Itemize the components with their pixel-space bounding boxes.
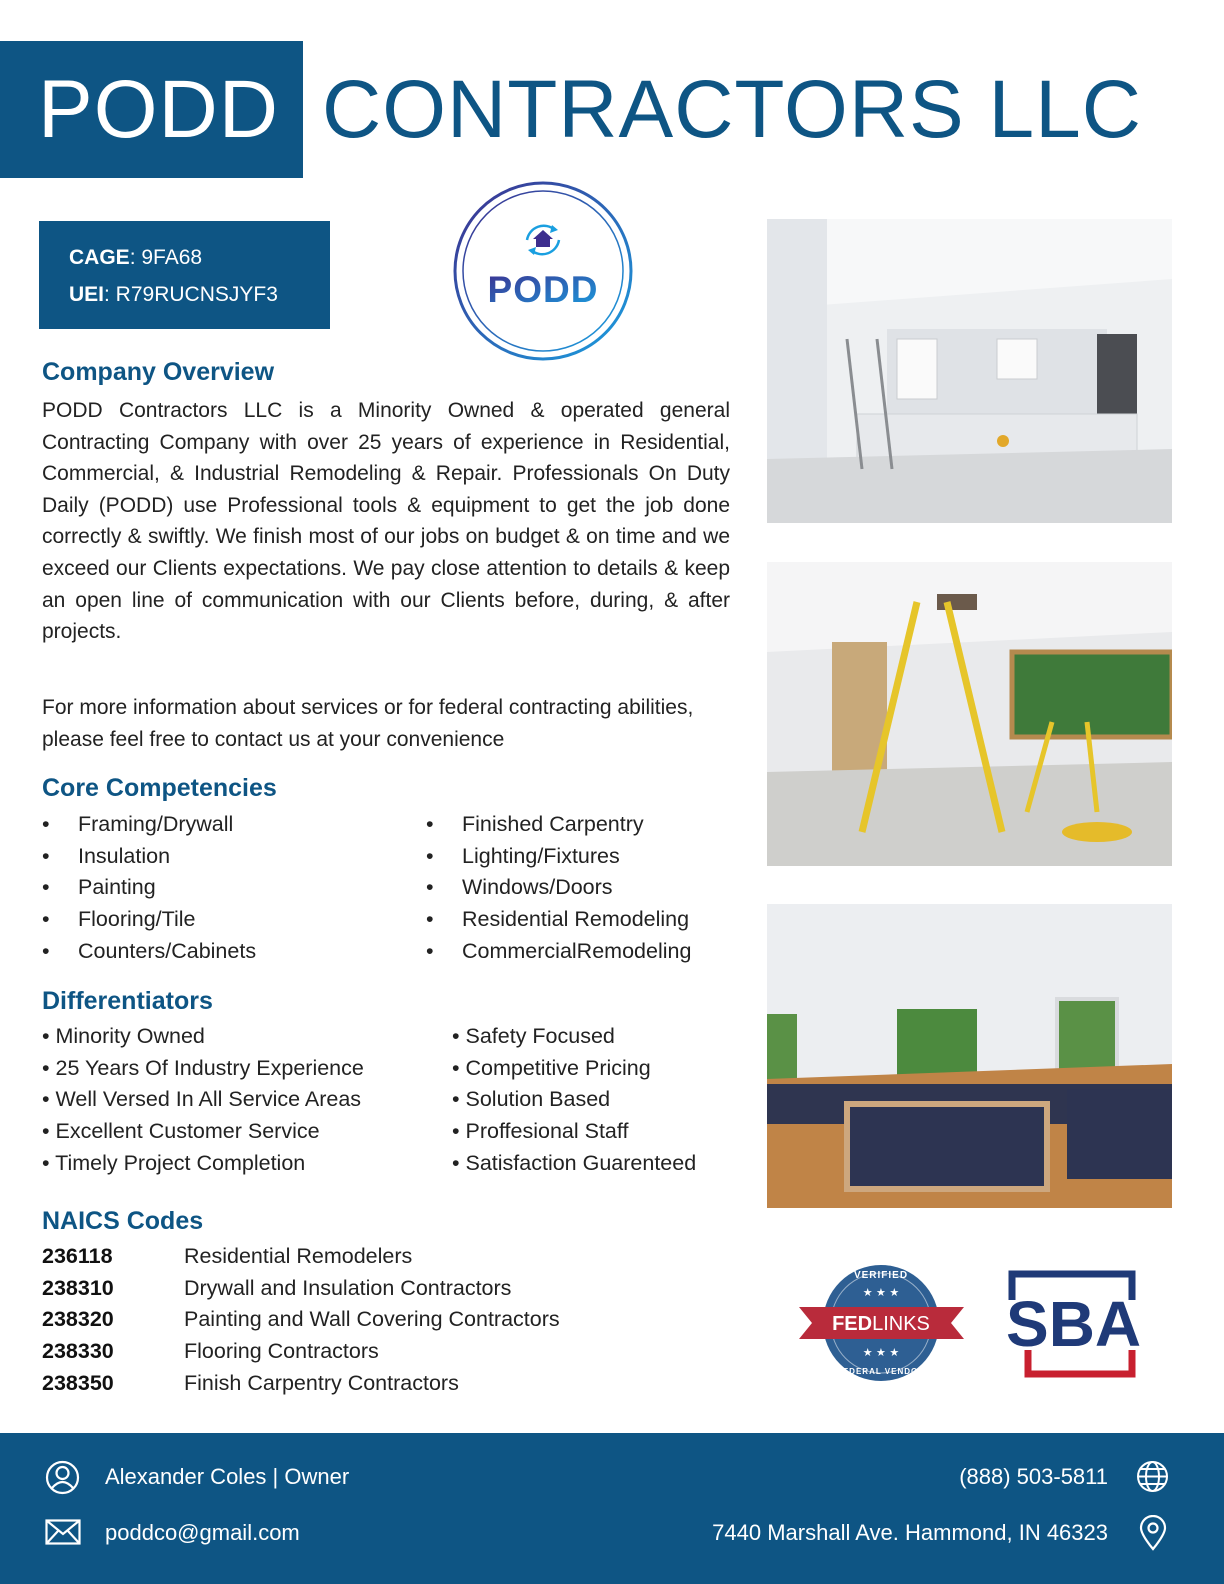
list-item: • Residential Remodeling xyxy=(426,907,690,932)
renovation-photo-2 xyxy=(767,562,1172,866)
overview-body: PODD Contractors LLC is a Minority Owned & operated general Contracting Company with over 25 years of experience in Residential, Commercial, & Industrial Remodeling & Repair. Professionals On Duty Daily (PODD) use Professional tools & equipment to get the job done correctly & swiftly. We finish most of our jobs on budget & on time and we exceed our Clients expectations. We pay close attention to details & keep an open line of communication with our Clients before, during, & after projects. xyxy=(42,399,730,644)
cage-label: CAGE xyxy=(69,246,130,269)
list-item: • Satisfaction Guarenteed xyxy=(452,1150,697,1175)
email-icon xyxy=(45,1519,81,1545)
contact-name: Alexander Coles | Owner xyxy=(105,1464,350,1489)
naics-row: 236118 Residential Remodelers xyxy=(42,1244,413,1268)
naics-row: 238330 Flooring Contractors xyxy=(42,1339,379,1364)
kitchen-photo-3 xyxy=(767,904,1172,1208)
competencies-heading: Core Competencies xyxy=(42,774,277,802)
contact-phone[interactable]: (888) 503-5811 xyxy=(959,1464,1108,1489)
list-item: • CommercialRemodeling xyxy=(426,938,692,963)
naics-heading: NAICS Codes xyxy=(42,1207,204,1235)
svg-text:★ ★ ★: ★ ★ ★ xyxy=(862,1346,900,1359)
company-name-part2: CONTRACTORS LLC xyxy=(322,64,1142,155)
list-item: • Competitive Pricing xyxy=(452,1055,651,1080)
naics-row: 238320 Painting and Wall Covering Contractors xyxy=(42,1307,560,1332)
cage-value: : 9FA68 xyxy=(129,246,203,269)
list-item: • Framing/Drywall xyxy=(42,812,234,836)
kitchen-photo-1 xyxy=(767,219,1172,523)
differentiators-list-right xyxy=(452,1021,742,1179)
list-item: • Windows/Doors xyxy=(426,875,613,900)
svg-text:SBA: SBA xyxy=(1006,1288,1142,1360)
competencies-list-left xyxy=(42,809,382,967)
list-item: • Minority Owned xyxy=(42,1024,205,1048)
list-item: • Proffesional Staff xyxy=(452,1119,629,1144)
list-item: • Solution Based xyxy=(452,1087,611,1112)
naics-table xyxy=(42,1241,682,1399)
fedlinks-badge xyxy=(799,1262,964,1384)
list-item: • Excellent Customer Service xyxy=(42,1119,320,1144)
list-item: • Safety Focused xyxy=(452,1024,615,1048)
list-item: • Timely Project Completion xyxy=(42,1150,306,1175)
logo-text: PODD xyxy=(487,269,599,310)
uei-value: : R79RUCNSJYF3 xyxy=(104,283,278,306)
list-item: • Counters/Cabinets xyxy=(42,938,257,963)
list-item: • Insulation xyxy=(42,843,171,868)
svg-text:VERIFIED: VERIFIED xyxy=(853,1270,909,1281)
contact-address: 7440 Marshall Ave. Hammond, IN 46323 xyxy=(712,1520,1108,1545)
globe-icon xyxy=(1136,1460,1169,1493)
competencies-list-right xyxy=(426,809,736,967)
naics-row: 238310 Drywall and Insulation Contractors xyxy=(42,1275,512,1300)
uei-label: UEI xyxy=(69,283,105,306)
list-item: • Well Versed In All Service Areas xyxy=(42,1087,362,1112)
svg-text:FEDERAL VENDOR: FEDERAL VENDOR xyxy=(836,1367,926,1376)
list-item: • Lighting/Fixtures xyxy=(426,843,620,868)
svg-text:★ ★ ★: ★ ★ ★ xyxy=(862,1286,900,1299)
sba-logo xyxy=(1006,1270,1146,1378)
id-box xyxy=(39,221,330,329)
cage-line xyxy=(69,246,202,270)
naics-row: 238350 Finish Carpentry Contractors xyxy=(42,1370,459,1395)
differentiators-heading: Differentiators xyxy=(42,987,213,1015)
house-arrows-icon xyxy=(527,225,559,255)
company-name-part1: PODD xyxy=(38,64,279,155)
differentiators-list-left xyxy=(42,1021,442,1179)
list-item: • Finished Carpentry xyxy=(426,812,644,836)
company-logo xyxy=(449,180,638,364)
list-item: • Flooring/Tile xyxy=(42,907,196,932)
contact-email[interactable]: poddco@gmail.com xyxy=(105,1520,300,1545)
overview-heading: Company Overview xyxy=(42,358,275,386)
list-item: • Painting xyxy=(42,875,156,900)
footer xyxy=(0,1433,1224,1584)
overview-contact: For more information about services or for federal contracting abilities, please feel free to contact us at your convenience xyxy=(42,696,694,751)
location-pin-icon xyxy=(1139,1515,1167,1551)
uei-line xyxy=(69,283,278,307)
user-icon xyxy=(45,1460,80,1495)
list-item: • 25 Years Of Industry Experience xyxy=(42,1055,364,1080)
svg-text:FEDLINKS: FEDLINKS xyxy=(832,1313,930,1335)
